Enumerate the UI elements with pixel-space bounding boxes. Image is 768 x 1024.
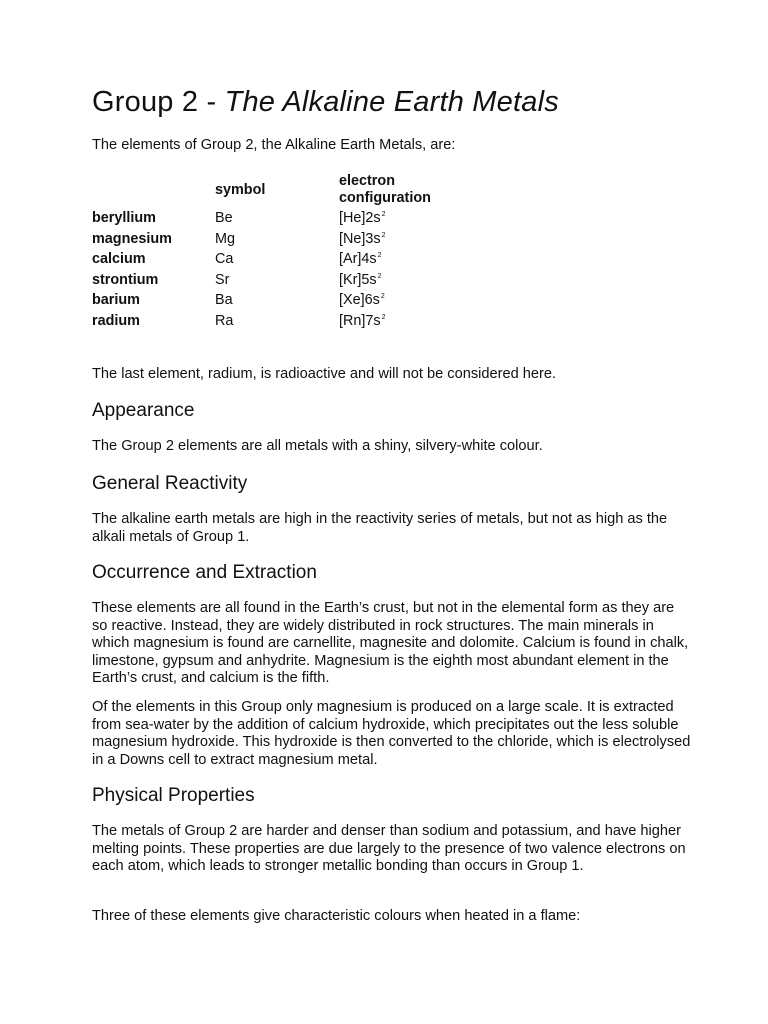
physical-paragraph-1: The metals of Group 2 are harder and denser than sodium and potassium, and have higher melting points. These properties are due largely to the presence of two valence electrons on each atom, which leads to stronger metallic bonding than occurs in Group 1.: [92, 823, 686, 875]
element-config: $[Kr]5s^2$: [339, 272, 382, 288]
heading-occurrence-extraction: Occurrence and Extraction: [92, 562, 317, 583]
occurrence-paragraph-2: Of the elements in this Group only magnesium is produced on a large scale. It is extracted from sea-water by the addition of calcium hydroxide, which precipitates out the less soluble magnesium hydroxide. This hydroxide is then converted to the chloride, which is electrolysed in a Downs cell to extract magnesium metal.: [92, 699, 691, 768]
heading-physical-properties: Physical Properties: [92, 785, 255, 806]
header-config-line2: configuration: [339, 189, 431, 206]
element-symbol: Be: [215, 210, 233, 226]
element-config: $[Rn]7s^2$: [339, 313, 386, 329]
header-electron-configuration: [339, 173, 431, 206]
header-symbol: symbol: [215, 182, 266, 198]
element-symbol: Ra: [215, 313, 234, 329]
radium-note: The last element, radium, is radioactive and will not be considered here.: [92, 366, 556, 382]
table-row: [92, 251, 492, 271]
element-config: $[Ne]3s^2$: [339, 231, 386, 247]
physical-paragraph-2: Three of these elements give characteristic colours when heated in a flame:: [92, 908, 581, 924]
title-plain: Group 2 -: [92, 86, 225, 118]
element-config: $[He]2s^2$: [339, 210, 386, 226]
heading-general-reactivity: General Reactivity: [92, 473, 248, 494]
table-row: [92, 231, 492, 251]
element-name: beryllium: [92, 210, 156, 226]
title-italic: The Alkaline Earth Metals: [224, 86, 559, 118]
element-symbol: Ca: [215, 251, 234, 267]
header-config-line1: electron: [339, 173, 395, 189]
occurrence-paragraph-1: These elements are all found in the Earth’s crust, but not in the elemental form as they are so reactive. Instead, they are widely distributed in rock structures. The main minerals in which magnesium is found are carnellite, magnesite and dolomite. Calcium is found in chalk, limestone, gypsum and anhydrite. Magnesium is the eighth most abundant element in the Earth’s crust, and calcium is the fifth.: [92, 600, 689, 687]
table-row: [92, 313, 492, 333]
page-title: [92, 86, 559, 119]
element-name: barium: [92, 292, 140, 308]
table-row: [92, 292, 492, 312]
table-row: [92, 272, 492, 292]
element-config: $[Ar]4s^2$: [339, 251, 382, 267]
intro-paragraph: The elements of Group 2, the Alkaline Earth Metals, are:: [92, 137, 456, 153]
element-name: strontium: [92, 272, 159, 288]
element-name: calcium: [92, 251, 146, 267]
element-name: radium: [92, 313, 140, 329]
table-row: [92, 210, 492, 230]
element-symbol: Ba: [215, 292, 233, 308]
element-config: $[Xe]6s^2$: [339, 292, 385, 308]
reactivity-paragraph: The alkaline earth metals are high in the reactivity series of metals, but not as high as the alkali metals of Group 1.: [92, 511, 668, 545]
element-symbol: Sr: [215, 272, 230, 288]
heading-appearance: Appearance: [92, 400, 195, 421]
element-symbol: Mg: [215, 231, 235, 247]
element-name: magnesium: [92, 231, 172, 247]
appearance-paragraph: The Group 2 elements are all metals with a shiny, silvery-white colour.: [92, 438, 543, 454]
